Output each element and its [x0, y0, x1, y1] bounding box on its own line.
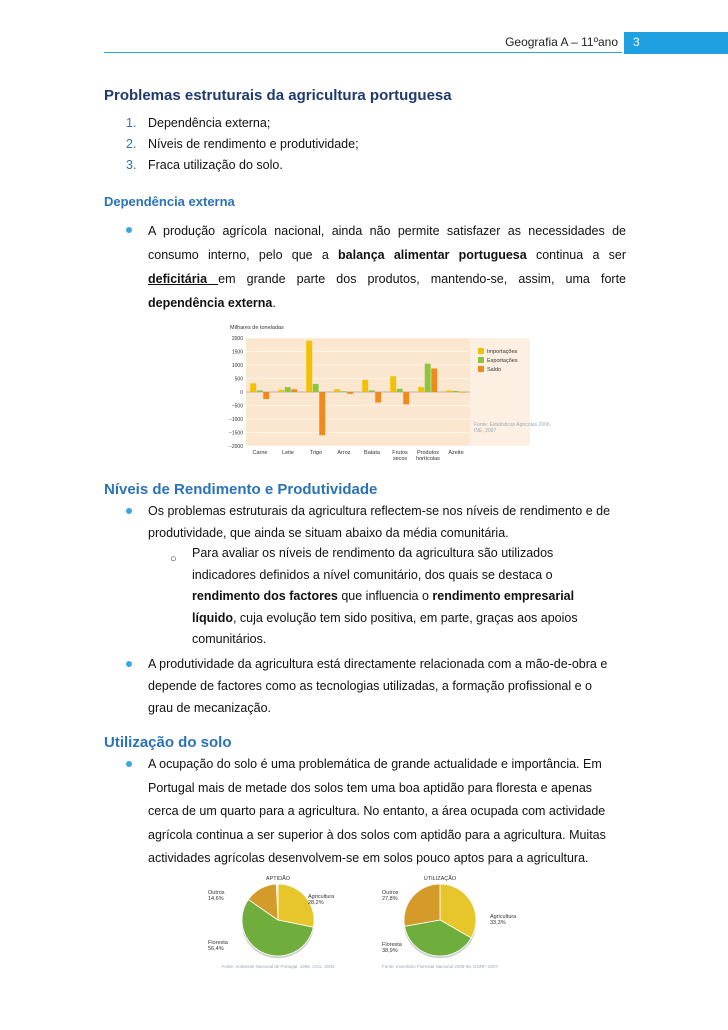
- circle-bullet-icon: ○: [170, 553, 177, 565]
- section-title-utilizacao: Utilização do solo: [104, 734, 232, 751]
- pie-svg-utilizacao: [378, 872, 538, 972]
- x-tick-label: secos: [392, 456, 408, 462]
- legend-swatch: [478, 366, 484, 372]
- text-run: continua a ser: [526, 248, 627, 262]
- text-line: grau de mecanização.: [148, 701, 271, 715]
- x-tick-label: Arroz: [337, 450, 351, 456]
- text-run: em grande parte dos produtos, mantendo-se, assim, uma forte: [218, 272, 626, 286]
- bar-exportações: [285, 387, 291, 392]
- bar-exportações: [453, 391, 459, 392]
- bar-saldo: [375, 392, 381, 403]
- section-title-niveis: Níveis de Rendimento e Produtividade: [104, 481, 378, 498]
- chart-source: INE, 2007: [474, 428, 497, 434]
- legend-label: Exportações: [487, 358, 518, 364]
- slice-value-label: 28,2%: [308, 900, 324, 906]
- pie-source: Fonte: Inventário Florestal Nacional 2005-06, DGRF, 2007: [381, 964, 499, 969]
- bullet-utilizacao: [126, 753, 626, 871]
- bar-saldo: [291, 389, 297, 392]
- y-tick-label: 500: [234, 376, 243, 383]
- slice-value-label: 27,8%: [382, 896, 398, 902]
- y-tick-label: 1500: [231, 349, 243, 356]
- list-number: 2.: [126, 137, 137, 151]
- bar-importações: [390, 376, 396, 392]
- bar-saldo: [347, 392, 353, 394]
- list-item: [126, 134, 359, 155]
- paragraph: [192, 543, 620, 651]
- bold-text: dependência externa: [148, 296, 273, 310]
- bullet-dot: [126, 508, 132, 514]
- y-axis-label: Milhares de toneladas: [230, 325, 284, 331]
- bar-exportações: [425, 364, 431, 392]
- y-tick-label: −1500: [228, 430, 243, 437]
- paragraph: [148, 753, 626, 871]
- text-run: .: [272, 296, 276, 310]
- bar-exportações: [341, 391, 347, 392]
- list-item: [126, 155, 359, 176]
- legend-label: Importações: [487, 349, 518, 355]
- text-line: cerca de um quarto para a agricultura. No entanto, a área ocupada com actividade: [148, 804, 606, 818]
- bullet-niveis-2: [126, 653, 626, 719]
- text-line: depende de factores como as tecnologias utilizadas, a formação profissional e o: [148, 679, 593, 693]
- text-line: actividades agrícolas desenvolvem-se em solos pouco aptos para a agricultura.: [148, 851, 589, 865]
- bar-saldo: [431, 369, 437, 392]
- bar-importações: [334, 389, 340, 392]
- bold-text: rendimento dos factores: [192, 589, 338, 603]
- bar-importações: [306, 341, 312, 392]
- x-tick-label: Carne: [252, 450, 268, 456]
- section-title-problemas: Problemas estruturais da agricultura portuguesa: [104, 87, 452, 104]
- text-line: A ocupação do solo é uma problemática de grande actualidade e importância. Em: [148, 757, 602, 771]
- pie-source: Fonte: Ambiente Nacional de Portugal, 1999, ACIL, 2003: [221, 964, 335, 969]
- list-number: 1.: [126, 116, 137, 130]
- pie-chart-aptidao: [200, 872, 350, 977]
- bar-importações: [418, 387, 424, 392]
- legend-swatch: [478, 357, 484, 363]
- page-number: 3: [624, 32, 728, 54]
- slice-name-label: Floresta: [208, 940, 228, 946]
- section-title-dependencia: Dependência externa: [104, 194, 235, 209]
- slice-value-label: 14,6%: [208, 896, 224, 902]
- paragraph: [148, 500, 626, 544]
- text-run: A produção agrícola nacional, ainda não permite satisfazer as necessidades de consumo interno, pelo que a: [148, 224, 626, 262]
- bar-exportações: [397, 389, 403, 392]
- text-line: A produtividade da agricultura está directamente relacionada com a mão-de-obra e: [148, 657, 608, 671]
- text-line: agrícola continua a ser superior à dos solos com aptidão para a agricultura. Muitas: [148, 827, 606, 842]
- x-tick-label: hortícolas: [416, 456, 440, 462]
- bullet-dot: [126, 227, 132, 233]
- list-item-text: Dependência externa;: [148, 116, 271, 130]
- sub-bullet-indicadores: [170, 543, 620, 651]
- bullet-dot: [126, 661, 132, 667]
- bold-text: rendimento empresarial: [432, 589, 575, 603]
- x-tick-label: Frutos: [392, 450, 408, 456]
- bar-importações: [278, 390, 284, 392]
- bold-text: balança alimentar portuguesa: [338, 248, 527, 262]
- paragraph: [148, 219, 626, 315]
- list-item-text: Níveis de rendimento e produtividade;: [148, 137, 359, 151]
- list-item: [126, 113, 359, 134]
- list-item-text: Fraca utilização do solo.: [148, 158, 283, 172]
- problems-list: [126, 113, 359, 176]
- slice-value-label: 33,3%: [490, 920, 506, 926]
- text-line: Os problemas estruturais da agricultura reflectem-se nos níveis de rendimento e de: [148, 504, 611, 518]
- pie-svg-aptidao: [200, 872, 350, 972]
- slice-name-label: Agricultura: [490, 914, 517, 920]
- y-tick-label: −1000: [228, 416, 243, 423]
- x-tick-label: Produtos: [416, 450, 440, 456]
- slice-value-label: 56,4%: [208, 946, 224, 952]
- paragraph: [148, 653, 626, 719]
- slice-name-label: Outros: [208, 890, 225, 896]
- balance-bar-chart: [220, 320, 560, 470]
- slice-name-label: Agricultura: [308, 894, 335, 900]
- list-number: 3.: [126, 158, 137, 172]
- bar-exportações: [257, 390, 263, 392]
- text-line: produtividade, que ainda se situam abaixo da média comunitária.: [148, 526, 509, 540]
- pie-chart-utilizacao: [378, 872, 538, 977]
- chart-source: Fonte: Estatísticas Agrícolas 2006,: [474, 422, 551, 428]
- y-tick-label: 2000: [231, 335, 243, 342]
- text-line: indicadores definidos a nível comunitário, dos quais se destaca o: [192, 567, 553, 582]
- x-tick-label: Leite: [282, 450, 294, 456]
- slice-name-label: Outros: [382, 890, 399, 896]
- slice-value-label: 38,9%: [382, 948, 398, 954]
- bar-chart-svg: [220, 320, 560, 470]
- text-line: Para avaliar os níveis de rendimento da agricultura são utilizados: [192, 546, 554, 560]
- text-run: que influencia o: [337, 589, 433, 603]
- underlined-bold-text: deficitária: [148, 272, 219, 286]
- bullet-dependencia: [126, 219, 626, 315]
- page-header: [0, 32, 728, 54]
- bullet-niveis-1: [126, 500, 626, 544]
- bold-text: líquido: [192, 610, 233, 625]
- legend-label: Saldo: [487, 367, 502, 373]
- slice-name-label: Floresta: [382, 942, 402, 948]
- bar-importações: [250, 383, 256, 392]
- bar-saldo: [263, 392, 269, 399]
- pie-title: APTIDÃO: [265, 876, 291, 882]
- bar-saldo: [319, 392, 325, 435]
- text-line: Portugal mais de metade dos solos tem uma boa aptidão para floresta e apenas: [148, 780, 593, 795]
- x-tick-label: Batata: [364, 450, 380, 456]
- pie-slice-outros: [404, 884, 440, 926]
- text-run: , cuja evolução tem sido positiva, em parte, graças aos apoios: [232, 610, 578, 625]
- bar-saldo: [403, 392, 409, 404]
- legend-swatch: [478, 348, 484, 354]
- bar-exportações: [369, 390, 375, 392]
- bar-importações: [362, 380, 368, 392]
- y-tick-label: 1000: [231, 362, 243, 369]
- y-tick-label: 0: [240, 389, 243, 396]
- bar-exportações: [313, 384, 319, 392]
- pie-title: UTILIZAÇÃO: [423, 876, 457, 882]
- header-title: Geografia A – 11ºano: [505, 35, 618, 49]
- text-line: [192, 608, 620, 630]
- x-tick-label: Azeite: [448, 450, 464, 456]
- y-tick-label: −500: [231, 403, 243, 410]
- text-line: comunitários.: [192, 632, 267, 646]
- y-tick-label: −2000: [228, 443, 243, 450]
- header-divider: [104, 52, 622, 53]
- x-tick-label: Trigo: [309, 450, 323, 456]
- bar-importações: [446, 390, 452, 392]
- text-line: [192, 586, 620, 608]
- bullet-dot: [126, 761, 132, 767]
- bar-saldo: [459, 392, 465, 393]
